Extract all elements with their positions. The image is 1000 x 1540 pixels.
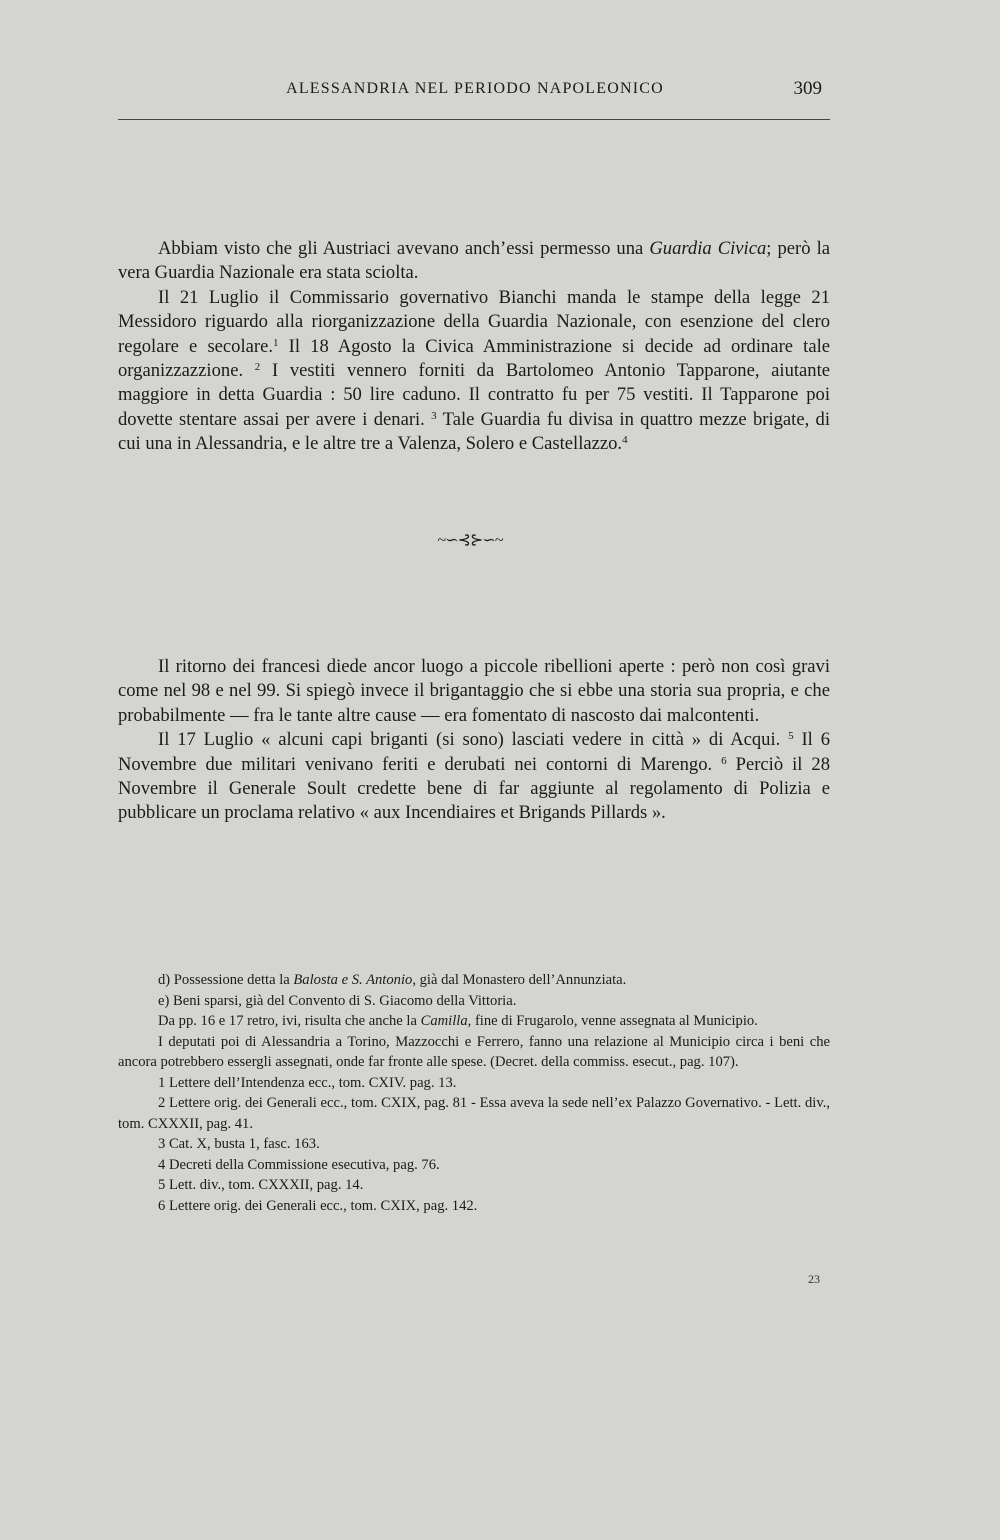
footnote-ref: 5: [788, 730, 794, 743]
footnote-3: 3 Cat. X, busta 1, fasc. 163.: [158, 1136, 320, 1152]
paragraph: [118, 728, 830, 826]
footnote-ref: 2: [254, 361, 261, 374]
footnote-2: 2 Lettere orig. dei Generali ecc., tom. CXIX, pag. 81 - Essa aveva la sede nell’ex Palazzo Governativo. - Lett. div., tom. CXXXII, pag. 41.: [118, 1095, 830, 1132]
text-span: Abbiam visto che gli Austriaci avevano anch’essi permesso una: [158, 238, 650, 259]
footnote-ref: 4: [622, 434, 628, 447]
text-span: Da pp. 16 e 17 retro, ivi, risulta che anche la: [158, 1013, 421, 1029]
text-span: , fine di Frugarolo, venne assegnata al Municipio.: [467, 1013, 758, 1029]
text-span: Il 18 Agosto la Civica Amministrazione si decide ad ordinare tale organizzazzione.: [118, 335, 830, 382]
text-span: Perciò il 28 Novembre il Generale Soult credette bene di far aggiunte al regolamento di Polizia e pubblicare un proclama relativo « aux Incendiaires et Brigands Pillards ».: [118, 753, 831, 824]
footnotes: [118, 970, 830, 1216]
text-span: ; però la vera Guardia Nazionale era stata sciolta.: [118, 238, 831, 284]
note-deputati: I deputati poi di Alessandria a Torino, Mazzocchi e Ferrero, fanno una relazione al Municipio circa i beni che ancora potrebbero essergli assegnati, onde far fronte alle spese. (Decret. della commiss. esecut., pag. 107).: [118, 1033, 830, 1070]
text-span: Il 17 Luglio « alcuni capi briganti (si sono) lasciati vedere in città » di Acqui.: [158, 729, 789, 751]
text-span: d) Possessione detta la: [158, 972, 294, 988]
footnote-ref: 1: [273, 336, 279, 349]
footnote-ref: 6: [721, 754, 727, 767]
footnote-4: 4 Decreti della Commissione esecutiva, pag. 76.: [158, 1156, 440, 1173]
section-2-text: [118, 655, 830, 826]
running-title: ALESSANDRIA NEL PERIODO NAPOLEONICO: [286, 80, 664, 97]
paragraph: Il ritorno dei francesi diede ancor luogo a piccole ribellioni aperte : però non così gravi come nel 98 e nel 99. Si spiegò invece il brigantaggio che si ebbe una storia sua propria, e che probabilmente — fra le tante altre cause — era fomentato di nascosto dai malcontenti.: [118, 656, 830, 726]
italic-span: Balosta e S. Antonio: [293, 972, 413, 988]
text-span: Il 21 Luglio il Commissario governativo Bianchi manda le stampe della legge 21 Messidoro riguardo alla riorganizzazione della Guardia Nazionale, con esenzione del clero regolare e secolare.: [118, 286, 830, 357]
footnote-1: 1 Lettere dell’Intendenza ecc., tom. CXIV. pag. 13.: [158, 1074, 457, 1091]
paragraph: [118, 237, 830, 286]
section-1-text: [118, 237, 830, 457]
note-da: [118, 1011, 830, 1032]
text-span: Il 6 Novembre due militari venivano feriti e derubati nei contorni di Marengo.: [118, 729, 831, 775]
header-rule: [118, 119, 830, 120]
section-ornament: ~∽⊰⊱∽~: [437, 532, 503, 549]
footnote-6: 6 Lettere orig. dei Generali ecc., tom. CXIX, pag. 142.: [158, 1197, 478, 1214]
text-span: , già dal Monastero dell’Annunziata.: [412, 972, 627, 988]
paragraph: [118, 286, 830, 457]
page-header: [120, 80, 830, 106]
footnote-ref: 3: [431, 409, 437, 422]
italic-span: Camilla: [420, 1013, 468, 1029]
note-d: [118, 970, 830, 991]
footnote-5: 5 Lett. div., tom. CXXXII, pag. 14.: [158, 1177, 364, 1193]
text-span: Tale Guardia fu divisa in quattro mezze brigate, di cui una in Alessandria, e le altre tre a Valenza, Solero e Castellazzo.: [118, 408, 830, 455]
signature-mark: 23: [808, 1272, 820, 1286]
italic-span: Guardia Civica: [649, 238, 767, 259]
page-number: 309: [793, 78, 822, 99]
text-span: I vestiti vennero forniti da Bartolomeo Antonio Tapparone, aiutante maggiore in detta Guardia : 50 lire caduno. Il contratto fu per 75 vestiti. Il Tapparone poi dovette stentare assai per avere i denari.: [118, 360, 831, 430]
note-e: e) Beni sparsi, già del Convento di S. Giacomo della Vittoria.: [158, 992, 517, 1009]
